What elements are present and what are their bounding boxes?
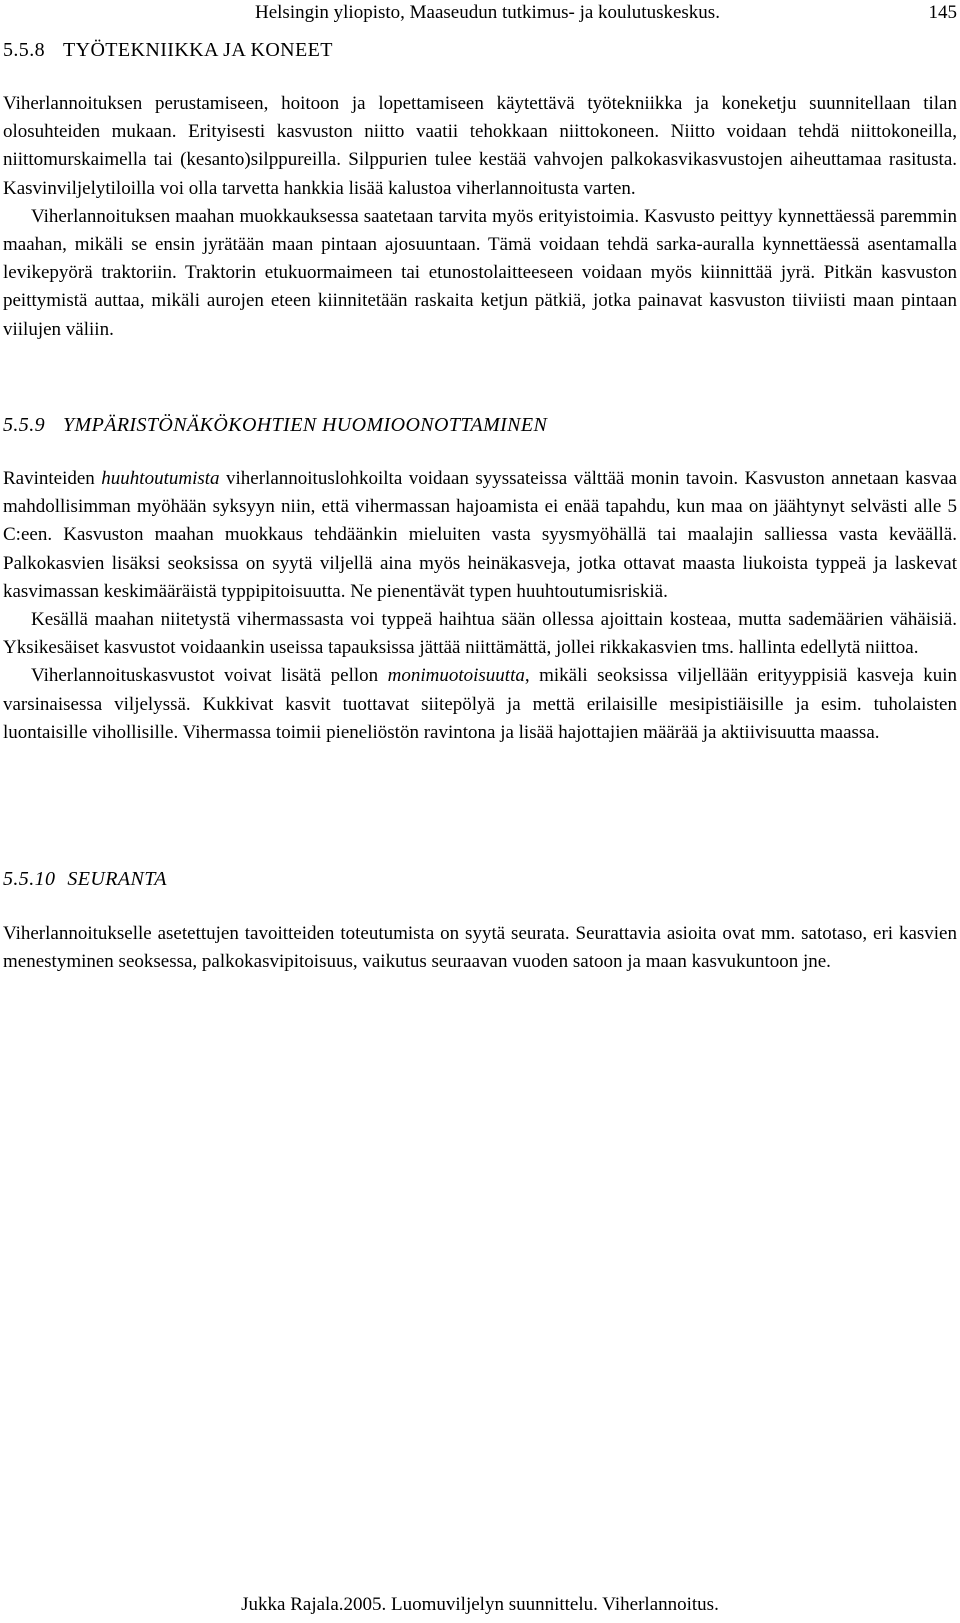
section-heading <box>3 412 957 438</box>
header-source: Helsingin yliopisto, Maaseudun tutkimus- ja koulutuskeskus. <box>255 2 720 23</box>
paragraph: Viherlannoituksen maahan muokkauksessa saatetaan tarvita myös erityistoimia. Kasvusto peittyy kynnettäessä paremmin maahan, mikäli se ensin jyrätään maan pintaan ajosuuntaan. Tämä voidaan tehdä sarka-auralla kynnettäessä asentamalla levikepyörä traktoriin. Traktorin etukuormaimeen tai etunostolaitteeseen voidaan myös kiinnittää jyrä. Pitkän kasvuston peittymistä auttaa, mikäli aurojen eteen kiinnitetään raskaita ketjun pätkiä, jotka painavat kasvuston tiiviisti maan pintaan viilujen väliin. <box>3 205 957 340</box>
paragraph: Viherlannoituksen perustamiseen, hoitoon ja lopettamiseen käytettävä työtekniikka ja koneketju suunnitellaan tilan olosuhteiden mukaan. Erityisesti kasvuston niitto vaatii tehokkaan niittokoneen. Niitto voidaan tehdä niittokoneilla, niittomurskaimella tai (kesanto)silppureilla. Silppurien tulee kestää vahvojen palkokasvikasvustojen aiheuttamaa rasitusta. Kasvinviljelytiloilla voi olla tarvetta hankkia lisää kalustoa viherlannoitusta varten. <box>3 93 957 199</box>
emphasis: monimuotoisuutta <box>387 665 525 687</box>
section-number: 5.5.10 <box>3 868 56 890</box>
section-title: YMPÄRISTÖNÄKÖKOHTIEN HUOMIOONOTTAMINEN <box>63 414 548 436</box>
section-number: 5.5.8 <box>3 39 45 61</box>
paragraph: Kesällä maahan niitetystä vihermassasta voi typpeä haihtua sään ollessa ajoittain kosteaa, mutta sademäärien vähäisiä. Yksikesäiset kasvustot voidaankin useissa tapauksissa jättää niittämättä, jollei rikkakasvien tms. hallinta edellytä niittoa. <box>3 609 957 659</box>
paragraph <box>3 662 957 747</box>
section-number: 5.5.9 <box>3 414 45 436</box>
text-run: Viherlannoituskasvustot voivat lisätä pellon <box>31 665 388 687</box>
section-title: SEURANTA <box>67 868 167 890</box>
page-footer: Jukka Rajala.2005. Luomuviljelyn suunnittelu. Viherlannoitus. <box>241 1594 719 1615</box>
section-seuranta <box>3 866 957 976</box>
text-run: viherlannoituslohkoilta voidaan syyssateissa välttää monin tavoin. Kasvuston annetaan kasvaa mahdollisimman myöhään syksyyn niin, että vihermassan hajoamista ei enää tapahdu, kun maa on jäähtynyt selvästi alle 5 C:een. Kasvuston maahan muokkaus tehdäänkin mieluiten vasta syysmyöhällä tai maalajin salliessa vasta keväällä. Palkokasvien lisäksi seoksissa on syytä viljellä aina myös heinäkasveja, jotka ottavat maasta liukoista typpeä ja laskevat kasvimassan keskimääräistä typpipitoisuutta. Ne pienentävät typen huuhtoutumisriskiä. <box>3 468 957 602</box>
section-heading <box>3 866 957 892</box>
section-tyotekniikka <box>3 37 957 344</box>
paragraph <box>3 465 957 606</box>
page-number: 145 <box>928 2 957 23</box>
text-run: Ravinteiden <box>3 468 102 489</box>
paragraph: Viherlannoitukselle asetettujen tavoitteiden toteutumista on syytä seurata. Seurattavia asioita ovat mm. satotaso, eri kasvien menestyminen seoksessa, palkokasvipitoisuus, vaikutus seuraavan vuoden satoon ja maan kasvukuntoon jne. <box>3 923 957 973</box>
section-ymparistonakokohtien <box>3 412 957 747</box>
emphasis: huuhtoutumista <box>101 468 220 489</box>
text-run: , mikäli seoksissa viljellään erityyppisiä kasveja kuin varsinaisessa viljelyssä. Kukkivat kasvit tuottavat siitepölyä ja mettä erilaisille mesipistiäisille ja esim. tuholaisten luontaisille vihollisille. Vihermassa toimii pieneliöstön ravintona ja lisää hajottajien määrää ja aktiivisuutta maassa. <box>3 665 957 743</box>
running-header <box>255 0 960 26</box>
section-title: TYÖTEKNIIKKA JA KONEET <box>63 39 333 61</box>
section-heading <box>3 37 957 63</box>
